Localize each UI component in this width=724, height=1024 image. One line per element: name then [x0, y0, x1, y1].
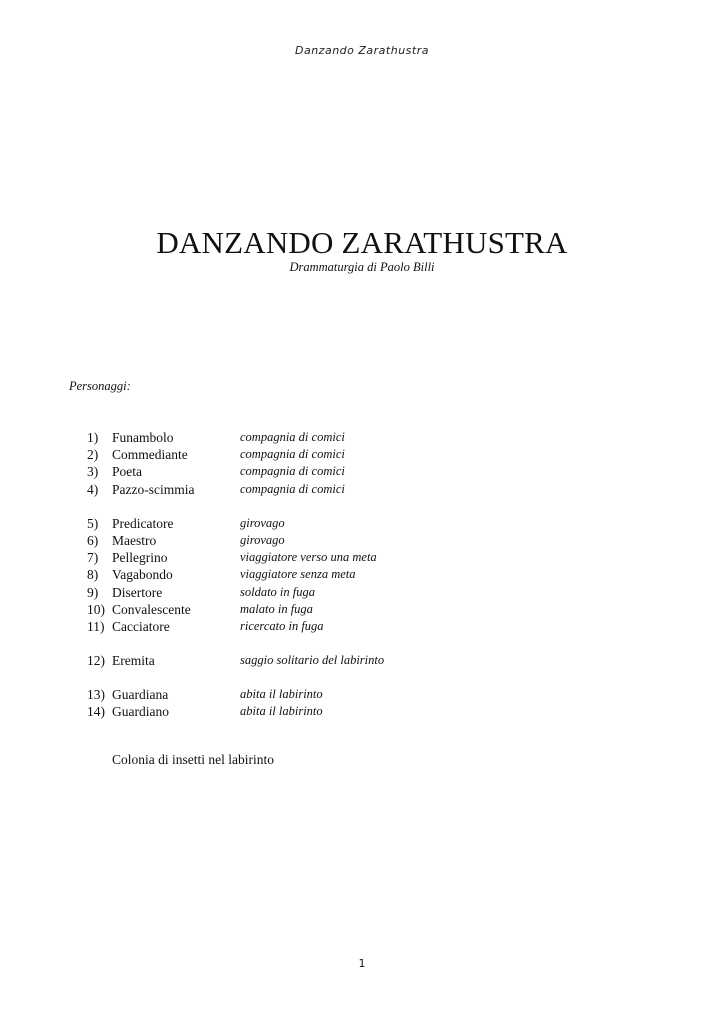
cast-number: 6) [87, 532, 99, 548]
page-number: 1 [358, 957, 366, 970]
cast-number: 11) [87, 618, 105, 634]
cast-number: 12) [87, 653, 105, 669]
cast-character-description: abita il labirinto [240, 687, 323, 702]
cast-character-description: girovago [240, 515, 285, 530]
cast-row [87, 532, 507, 549]
cast-character-name: Pazzo-scimmia [112, 481, 195, 497]
cast-character-name: Eremita [112, 653, 155, 669]
cast-row [87, 584, 507, 601]
cast-number: 7) [87, 550, 99, 566]
cast-character-description: viaggiatore verso una meta [240, 550, 377, 565]
cast-heading: Personaggi: [69, 379, 131, 393]
cast-row [87, 566, 507, 583]
cast-group [87, 652, 507, 669]
cast-character-name: Guardiano [112, 704, 169, 720]
cast-character-name: Guardiana [112, 687, 169, 703]
cast-number: 13) [87, 687, 105, 703]
cast-number: 4) [87, 481, 99, 497]
document-title: DANZANDO ZARATHUSTRA [156, 224, 568, 260]
cast-group [87, 686, 507, 720]
cast-character-description: girovago [240, 532, 285, 547]
cast-number: 9) [87, 584, 99, 600]
cast-number: 5) [87, 515, 99, 531]
cast-list [87, 429, 507, 738]
cast-row [87, 429, 507, 446]
cast-character-name: Maestro [112, 532, 157, 548]
cast-character-name: Cacciatore [112, 618, 170, 634]
cast-character-description: abita il labirinto [240, 704, 323, 719]
cast-group [87, 429, 507, 498]
cast-group [87, 515, 507, 635]
cast-row [87, 549, 507, 566]
cast-number: 10) [87, 601, 105, 617]
cast-number: 14) [87, 704, 105, 720]
insects-note: Colonia di insetti nel labirinto [112, 752, 274, 767]
cast-character-name: Funambolo [112, 430, 174, 445]
cast-row [87, 446, 507, 463]
cast-character-name: Vagabondo [112, 567, 173, 583]
cast-row [87, 686, 507, 703]
cast-number: 8) [87, 567, 99, 583]
cast-character-description: viaggiatore senza meta [240, 567, 356, 582]
cast-character-name: Commediante [112, 447, 188, 463]
cast-character-name: Poeta [112, 464, 142, 480]
running-header: Danzando Zarathustra [295, 44, 429, 57]
cast-character-description: compagnia di comici [240, 447, 345, 462]
cast-number: 2) [87, 447, 99, 463]
cast-character-description: ricercato in fuga [240, 618, 324, 633]
cast-row [87, 652, 507, 669]
cast-row [87, 515, 507, 532]
cast-character-description: compagnia di comici [240, 430, 345, 444]
cast-character-name: Convalescente [112, 601, 191, 617]
cast-row [87, 463, 507, 480]
cast-number: 1) [87, 430, 99, 445]
cast-character-description: saggio solitario del labirinto [240, 653, 385, 668]
document-subtitle: Drammaturgia di Paolo Billi [289, 260, 435, 274]
cast-row [87, 601, 507, 618]
cast-character-description: compagnia di comici [240, 481, 345, 496]
cast-character-name: Disertore [112, 584, 163, 600]
cast-row [87, 703, 507, 720]
cast-character-name: Predicatore [112, 515, 174, 531]
cast-character-description: soldato in fuga [240, 584, 316, 599]
cast-number: 3) [87, 464, 99, 480]
cast-character-name: Pellegrino [112, 550, 168, 566]
cast-character-description: malato in fuga [240, 601, 313, 616]
cast-row [87, 481, 507, 498]
cast-character-description: compagnia di comici [240, 464, 345, 479]
cast-row [87, 618, 507, 635]
